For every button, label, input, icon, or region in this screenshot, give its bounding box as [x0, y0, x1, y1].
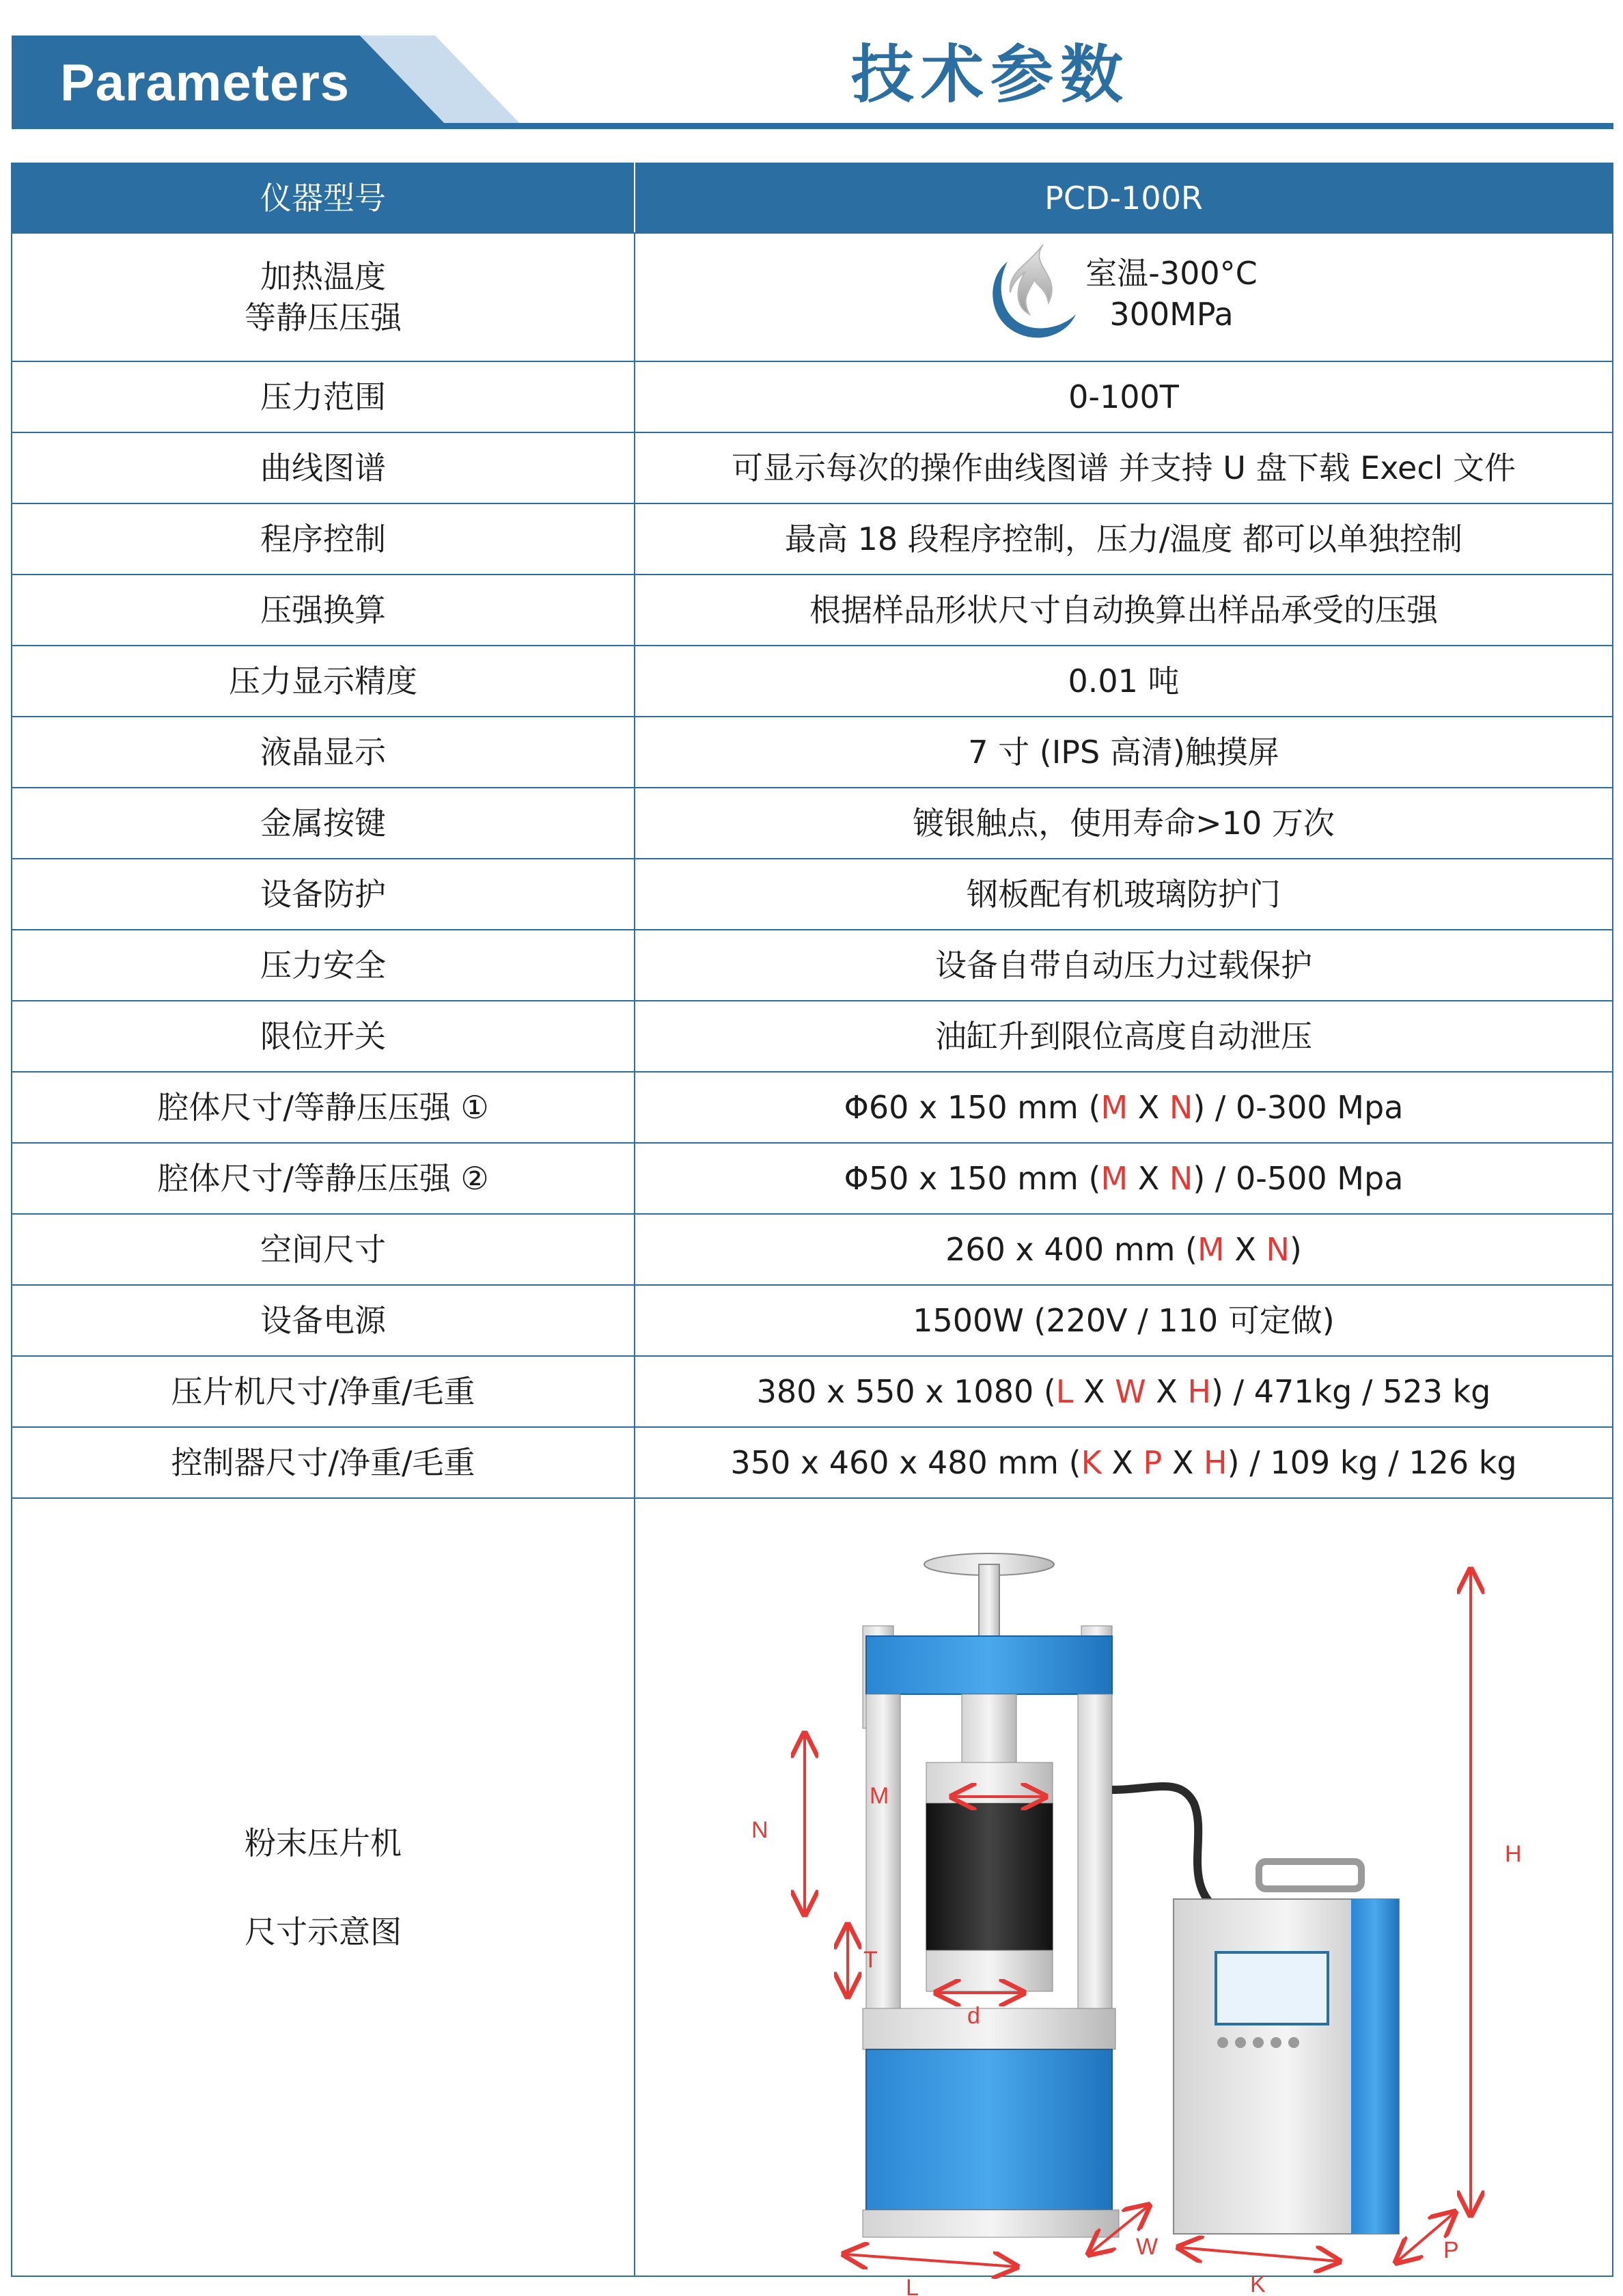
row-label: 程序控制 — [12, 503, 635, 575]
row-label: 曲线图谱 — [12, 432, 635, 503]
dim-label-m: M — [870, 1783, 889, 1809]
table-row-heating — [12, 233, 1613, 361]
dim-label-d: d — [967, 2003, 980, 2029]
row-label: 腔体尺寸/等静压压强 ① — [12, 1072, 635, 1143]
table-row — [12, 859, 1613, 930]
heating-value — [967, 238, 1281, 347]
row-label: 限位开关 — [12, 1001, 635, 1072]
header-label: Parameters — [60, 54, 350, 112]
dim-label-t: T — [863, 1947, 878, 1973]
controller-unit — [1174, 1862, 1399, 2234]
flame-icon — [980, 238, 1083, 347]
row-label: 设备防护 — [12, 859, 635, 930]
table-row — [12, 717, 1613, 788]
heating-label-line1: 加热温度 — [260, 258, 386, 295]
row-value: 0.01 吨 — [635, 646, 1613, 717]
dim-label-n: N — [751, 1817, 768, 1843]
table-row-controller-size — [12, 1427, 1613, 1498]
row-label: 金属按键 — [12, 788, 635, 859]
row-label: 控制器尺寸/净重/毛重 — [12, 1427, 635, 1498]
table-row — [12, 646, 1613, 717]
dim-arrow-k — [1180, 2247, 1337, 2261]
row-label: 压力安全 — [12, 930, 635, 1001]
row-value: Φ60 x 150 mm (M X N) / 0-300 Mpa — [635, 1072, 1613, 1143]
dim-label-w: W — [1136, 2234, 1159, 2260]
row-value: 380 x 550 x 1080 (L X W X H) / 471kg / 523 kg — [635, 1356, 1613, 1427]
diagram-label-line1: 粉末压片机 — [245, 1824, 402, 1862]
table-row — [12, 788, 1613, 859]
column-header-model-value: PCD-100R — [635, 163, 1613, 233]
press-machine — [863, 1553, 1221, 2237]
table-row — [12, 575, 1613, 646]
diagram-label-line2: 尺寸示意图 — [245, 1913, 402, 1950]
row-label: 液晶显示 — [12, 717, 635, 788]
heating-label-line2: 等静压压强 — [245, 299, 402, 336]
row-value: 最高 18 段程序控制，压力/温度 都可以单独控制 — [635, 503, 1613, 575]
machine-dimension-diagram — [634, 1503, 1613, 2296]
row-value: Φ50 x 150 mm (M X N) / 0-500 Mpa — [635, 1143, 1613, 1214]
row-value: 可显示每次的操作曲线图谱 并支持 U 盘下载 Execl 文件 — [635, 432, 1613, 503]
table-row-press-size — [12, 1356, 1613, 1427]
dim-label-l: L — [906, 2275, 919, 2296]
row-value: 钢板配有机玻璃防护门 — [635, 859, 1613, 930]
table-row — [12, 432, 1613, 503]
table-row — [12, 1001, 1613, 1072]
header-divider — [12, 123, 1613, 129]
dim-label-k: K — [1250, 2271, 1266, 2296]
row-value: 油缸升到限位高度自动泄压 — [635, 1001, 1613, 1072]
table-row-power — [12, 1285, 1613, 1356]
dim-arrow-l — [846, 2254, 1015, 2267]
row-value: 350 x 460 x 480 mm (K X P X H) / 109 kg / 126 kg — [635, 1427, 1613, 1498]
table-row-cavity-1 — [12, 1072, 1613, 1143]
row-value: 镀银触点，使用寿命>10 万次 — [635, 788, 1613, 859]
row-label: 空间尺寸 — [12, 1214, 635, 1285]
row-value — [635, 233, 1613, 361]
page-header — [0, 0, 1623, 137]
dim-label-h: H — [1505, 1841, 1522, 1867]
row-value: 0-100T — [635, 361, 1613, 432]
row-value: 7 寸 (IPS 高清)触摸屏 — [635, 717, 1613, 788]
table-row — [12, 361, 1613, 432]
row-value: 1500W (220V / 110 可定做) — [635, 1285, 1613, 1356]
table-row-space — [12, 1214, 1613, 1285]
column-header-model: 仪器型号 — [12, 163, 635, 233]
table-header-row — [12, 163, 1613, 233]
row-label: 设备电源 — [12, 1285, 635, 1356]
table-row — [12, 930, 1613, 1001]
page-title: 技术参数 — [850, 38, 1130, 111]
heating-value-line2: 300MPa — [1109, 296, 1234, 333]
row-label: 腔体尺寸/等静压压强 ② — [12, 1143, 635, 1214]
row-value: 260 x 400 mm (M X N) — [635, 1214, 1613, 1285]
row-value: 设备自带自动压力过载保护 — [635, 930, 1613, 1001]
row-label — [12, 1498, 635, 2276]
row-label — [12, 233, 635, 361]
row-value: 根据样品形状尺寸自动换算出样品承受的压强 — [635, 575, 1613, 646]
table-row-cavity-2 — [12, 1143, 1613, 1214]
row-label: 压力范围 — [12, 361, 635, 432]
row-label: 压片机尺寸/净重/毛重 — [12, 1356, 635, 1427]
dim-label-p: P — [1443, 2237, 1459, 2263]
row-label: 压强换算 — [12, 575, 635, 646]
table-row — [12, 503, 1613, 575]
heating-value-line1: 室温-300°C — [1085, 255, 1258, 292]
row-label: 压力显示精度 — [12, 646, 635, 717]
